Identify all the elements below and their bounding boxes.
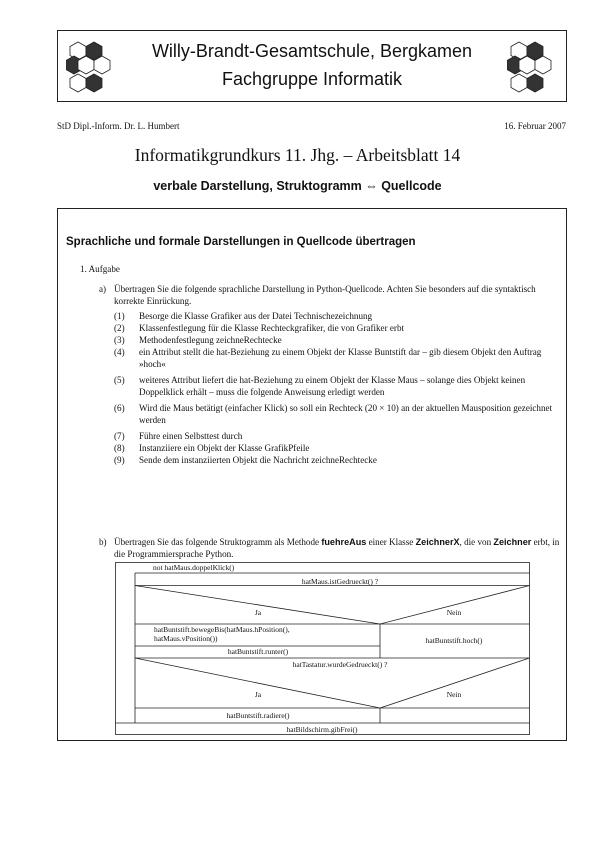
task-item-text: Methodenfestlegung zeichneRechtecke [139, 335, 282, 345]
loop-frame [116, 563, 530, 735]
task-item-text: weiteres Attribut liefert die hat-Beziehung zu einem Objekt der Klasse Maus – solange dies Objekt keinen Doppelklick erhält – muss die folgende Anweisung erledigt werden [139, 375, 526, 397]
part-b-text-4: erbt, in die Programmiersprache Python. [114, 537, 560, 559]
if1-no-action: hatBuntstift.hoch() [425, 636, 483, 645]
page-title: Informatikgrundkurs 11. Jhg. – Arbeitsblatt 14 [134, 145, 461, 165]
date: 16. Februar 2007 [504, 121, 566, 131]
if2-yes-action: hatBuntstift.radiere() [226, 711, 290, 720]
hexagon-logo-right [507, 41, 555, 93]
task-item-number: (6) [114, 403, 125, 413]
task-item-text: Führe einen Selbsttest durch [139, 431, 243, 441]
if2-yes-label: Ja [254, 690, 262, 699]
loop-condition: not hatMaus.doppelKlick() [153, 563, 235, 572]
task-item-text: Besorge die Klasse Grafiker aus der Datei Technischezeichnung [139, 311, 373, 321]
task-item-number: (4) [114, 347, 125, 357]
part-b-text [114, 537, 560, 560]
task-item-number: (1) [114, 311, 125, 321]
if1-no-label: Nein [446, 608, 462, 617]
parent-class-name: Zeichner [493, 537, 532, 547]
task-item-number: (8) [114, 443, 125, 453]
task-item-number: (2) [114, 323, 125, 333]
if1-yes-line-2: hatMaus.vPosition()) [154, 634, 218, 643]
part-b-text-2: einer Klasse [366, 537, 416, 547]
task-item-text: Klassenfestlegung für die Klasse Rechteckgrafiker, die von Grafiker erbt [139, 323, 405, 333]
task-item-number: (9) [114, 455, 125, 465]
part-b-text-1: Übertragen Sie das folgende Struktogramm als Methode [114, 537, 322, 547]
school-line-1: Willy-Brandt-Gesamtschule, Bergkamen [151, 41, 473, 61]
task-label: 1. Aufgabe [80, 264, 120, 274]
method-name: fuehreAus [321, 537, 367, 547]
task-item-number: (5) [114, 375, 125, 385]
if1-yes-label: Ja [254, 608, 262, 617]
if1-condition: hatMaus.istGedrueckt() ? [301, 577, 379, 586]
header-box [57, 30, 567, 102]
section-heading: Sprachliche und formale Darstellungen in Quellcode übertragen [66, 236, 416, 248]
if1-yes-line-3: hatBuntstift.runter() [227, 647, 289, 656]
part-b-marker: b) [99, 537, 107, 547]
task-item-text: Sende dem instanziierten Objekt die Nachricht zeichneRechtecke [139, 455, 377, 465]
task-item-number: (7) [114, 431, 125, 441]
part-b-text-3: , die von [459, 537, 494, 547]
task-item-text: Instanziiere ein Objekt der Klasse GrafikPfeile [139, 443, 310, 453]
task-item-text: ein Attribut stellt die hat-Beziehung zu einem Objekt der Klasse Buntstift dar – gib diesem Objekt den Auftrag »hoch« [139, 347, 542, 369]
hexagon-logo-left [66, 41, 114, 93]
if1-yes-line-1: hatBuntstift.bewegeBis(hatMaus.hPosition(), [154, 625, 290, 634]
final-statement: hatBildschirm.gibFrei() [286, 725, 358, 734]
school-line-2: Fachgruppe Informatik [221, 69, 403, 89]
class-name: ZeichnerX [415, 537, 460, 547]
page-subtitle: verbale Darstellung, Struktogramm ⇔ Quellcode [153, 179, 442, 193]
part-a-intro: Übertragen Sie die folgende sprachliche Darstellung in Python-Quellcode. Achten Sie besonders auf die syntaktisch korrekte Einrückung. [114, 284, 536, 306]
task-item-number: (3) [114, 335, 125, 345]
school-name [58, 39, 566, 91]
struktogramm [110, 560, 535, 740]
if2-condition: hatTastatur.wurdeGedrueckt() ? [292, 660, 388, 669]
task-item-text: Wird die Maus betätigt (einfacher Klick) so soll ein Rechteck (20 × 10) an der aktuellen Mausposition gezeichnet werden [139, 403, 553, 425]
part-a-marker: a) [99, 284, 107, 294]
author: StD Dipl.-Inform. Dr. L. Humbert [57, 121, 180, 131]
if2-no-label: Nein [446, 690, 462, 699]
